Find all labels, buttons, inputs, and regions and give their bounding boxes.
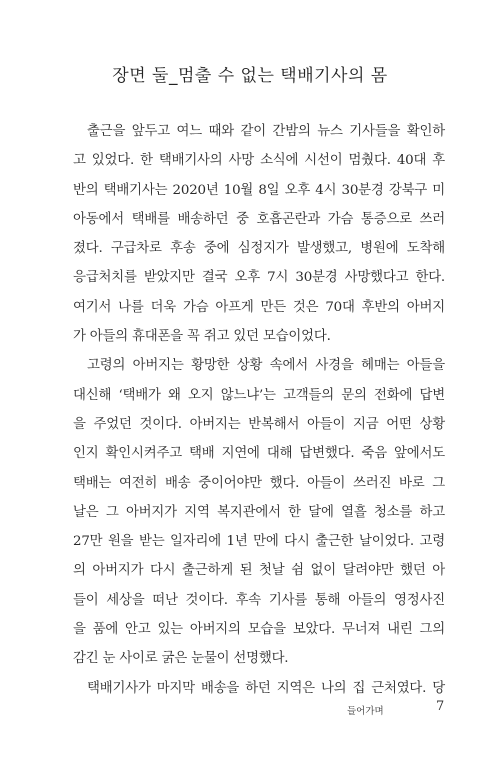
text-line: 반의 택배기사는 2020년 10월 8일 오후 4시 30분경 강북구 미 bbox=[73, 182, 445, 198]
text-line: 출근을 앞두고 여느 때와 같이 간밤의 뉴스 기사들을 확인하 bbox=[87, 124, 445, 139]
text-line: 27만 원을 받는 일자리에 1년 만에 다시 출근한 날이었다. 고령 bbox=[73, 534, 445, 550]
text-line: 을 주었던 것이다. 아버지는 반복해서 아들이 지금 어떤 상황 bbox=[73, 416, 445, 432]
text-line: 인지 확인시켜주고 택배 지연에 대해 답변했다. 죽음 앞에서도 bbox=[73, 446, 445, 462]
body-text bbox=[73, 117, 445, 703]
page-number: 7 bbox=[436, 699, 445, 714]
section-title: 장면 둘_멈출 수 없는 택배기사의 몸 bbox=[112, 66, 388, 86]
running-footer: 들어가며 bbox=[347, 706, 384, 717]
text-line: 의 아버지가 다시 출근하게 된 첫날 쉼 없이 달려야만 했던 아 bbox=[73, 563, 445, 579]
text-line: 응급처치를 받았지만 결국 오후 7시 30분경 사망했다고 한다. bbox=[73, 270, 445, 286]
text-line: 고령의 아버지는 황망한 상황 속에서 사경을 헤매는 아들을 bbox=[87, 358, 445, 374]
text-line: 여기서 나를 더욱 가슴 아프게 만든 것은 70대 후반의 아버지 bbox=[73, 299, 445, 315]
text-line: 고 있었다. 한 택배기사의 사망 소식에 시선이 멈췄다. 40대 후 bbox=[73, 153, 445, 169]
text-line: 졌다. 구급차로 후송 중에 심정지가 발생했고, 병원에 도착해 bbox=[73, 241, 445, 257]
text-line: 을 품에 안고 있는 아버지의 모습을 보았다. 무너져 내린 그의 bbox=[73, 622, 445, 638]
text-line: 감긴 눈 사이로 굵은 눈물이 선명했다. bbox=[73, 651, 289, 667]
text-line: 아동에서 택배를 배송하던 중 호흡곤란과 가슴 통증으로 쓰러 bbox=[73, 211, 445, 227]
text-line: 택배기사가 마지막 배송을 하던 지역은 나의 집 근처였다. 당 bbox=[87, 680, 445, 696]
text-line: 날은 그 아버지가 지역 복지관에서 한 달에 열흘 청소를 하고 bbox=[73, 504, 445, 520]
text-line: 들이 세상을 떠난 것이다. 후속 기사를 통해 아들의 영정사진 bbox=[73, 592, 445, 608]
text-line: 대신해 ‘택배가 왜 오지 않느냐’는 고객들의 문의 전화에 답변 bbox=[73, 387, 445, 403]
text-line: 택배는 여전히 배송 중이어야만 했다. 아들이 쓰러진 바로 그 bbox=[73, 475, 445, 491]
text-line: 가 아들의 휴대폰을 꼭 쥐고 있던 모습이었다. bbox=[73, 329, 331, 345]
